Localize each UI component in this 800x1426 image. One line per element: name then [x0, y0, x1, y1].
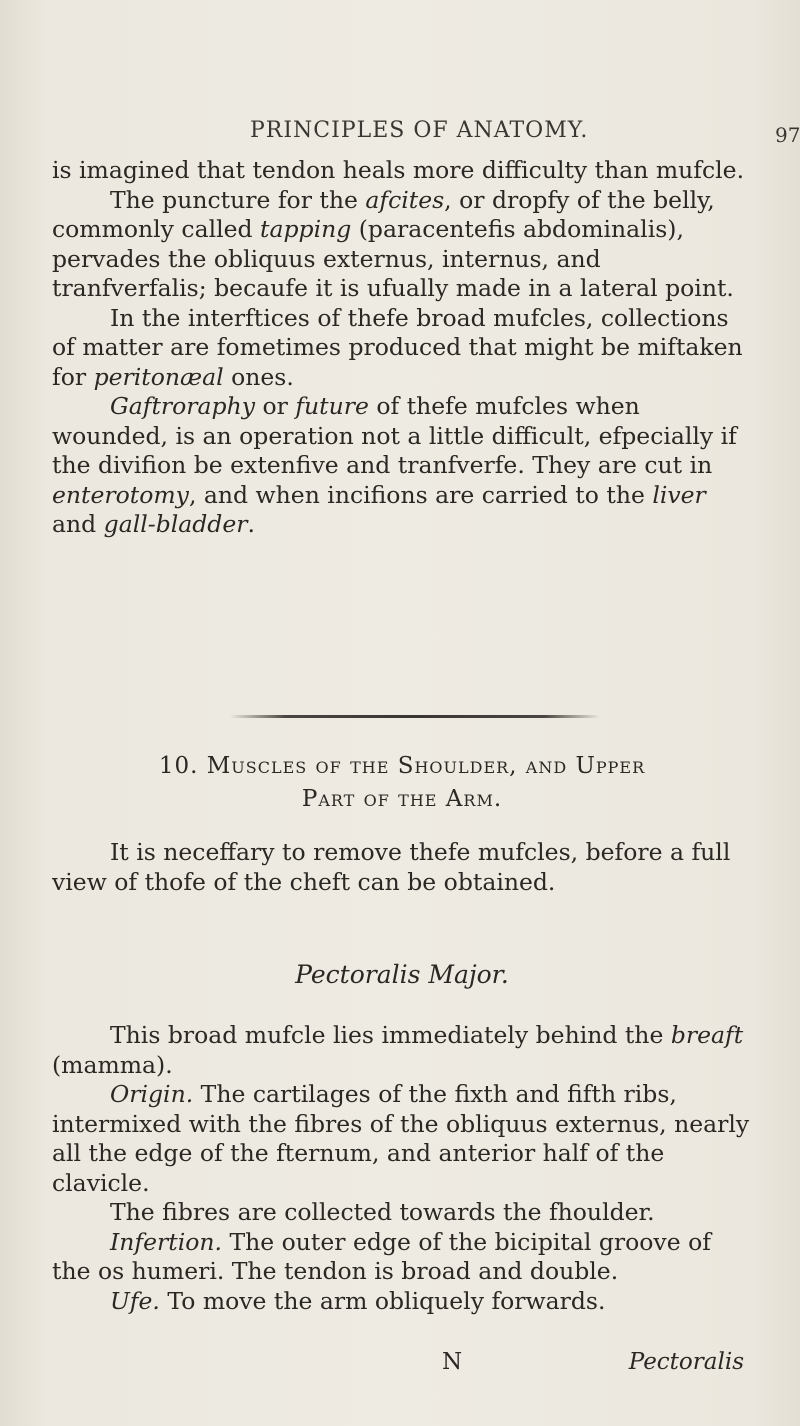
- insertion-label: Infertion.: [110, 1227, 222, 1256]
- page-number: 97: [775, 123, 800, 147]
- use-label: Ufe.: [110, 1286, 160, 1315]
- paragraph-fibres: The fibres are collected towards the fhoulder.: [110, 1198, 655, 1226]
- text-block-pectoralis: [52, 1021, 752, 1316]
- section-title-line1: Muscles of the Shoulder, and Upper: [206, 753, 646, 779]
- page-header: [250, 118, 800, 152]
- text-block-intro: [52, 838, 752, 897]
- paragraph-tendon: is imagined that tendon heals more difficulty than mufcle.: [52, 156, 745, 184]
- paragraph-gastroraphy: Gaftroraphy or future of thefe mufcles when wounded, is an operation not a little difficult, efpecially if the divifion be extenfive and tranfverfe. They are cut in enterotomy, and when incifions are carried to the liver and gall-bladder.: [52, 392, 737, 538]
- section-number: 10.: [158, 753, 199, 779]
- catchword: Pectoralis: [628, 1349, 744, 1375]
- paragraph-description: This broad mufcle lies immediately behind the breaft (mamma).: [52, 1021, 744, 1079]
- paragraph-insertion: Infertion. The outer edge of the bicipital groove of the os humeri. The tendon is broad and double.: [52, 1227, 711, 1285]
- running-head: PRINCIPLES OF ANATOMY.: [250, 118, 589, 143]
- paragraph-puncture: The puncture for the afcites, or dropfy of the belly, commonly called tapping (paracentefis abdominalis), pervades the obliquus externus, internus, and tranfverfalis; becaufe it is ufually made in a lateral point.: [52, 185, 734, 302]
- section-divider-rule: [230, 715, 600, 718]
- page-footer: [52, 1349, 752, 1381]
- paragraph-use: Ufe. To move the arm obliquely forwards.: [110, 1286, 606, 1315]
- paragraph-origin: Origin. The cartilages of the fixth and fifth ribs, intermixed with the fibres of the obliquus externus, nearly all the edge of the fternum, and anterior half of the clavicle.: [52, 1080, 750, 1197]
- section-title-line2: Part of the Arm.: [301, 786, 503, 812]
- paragraph-intro: It is neceffary to remove thefe mufcles, before a full view of thofe of the cheft can be obtained.: [52, 838, 731, 896]
- origin-label: Origin.: [110, 1080, 194, 1108]
- muscle-subheading: Pectoralis Major.: [295, 960, 509, 989]
- text-block-abdomen: [52, 156, 752, 540]
- paragraph-interstices: In the interftices of thefe broad mufcles, collections of matter are fometimes produced that might be miftaken for peritonæal ones.: [52, 303, 743, 391]
- section-heading: [52, 750, 752, 816]
- signature-mark: N: [442, 1349, 463, 1375]
